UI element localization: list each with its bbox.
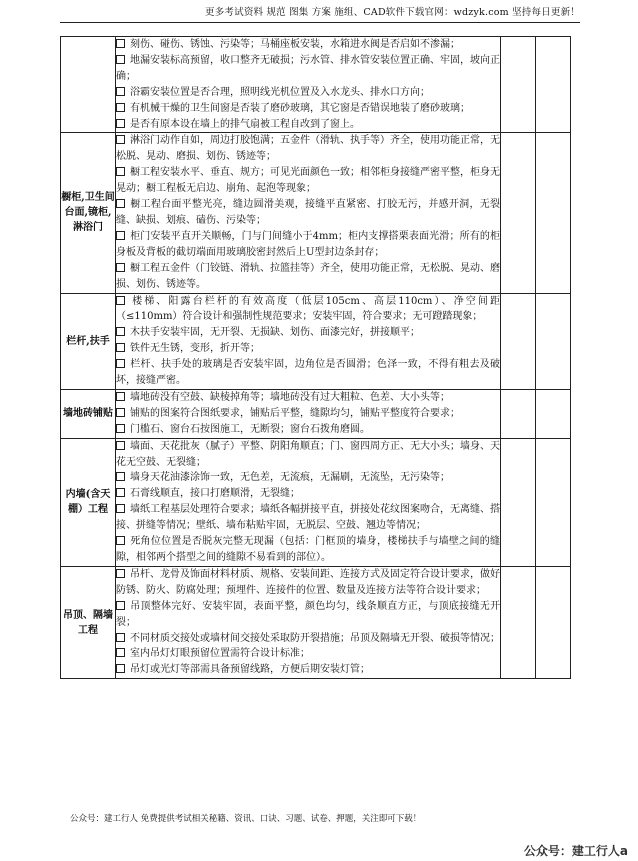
- check-item: [116, 422, 500, 438]
- check-item: [116, 646, 500, 662]
- check-item: [116, 197, 500, 229]
- check-items-cell: [116, 37, 501, 133]
- check-items-cell: [116, 133, 501, 293]
- checkbox-icon[interactable]: [116, 359, 125, 368]
- check-item-text: 吊顶整体完好、安装牢固，表面平整，颜色均匀，线条顺直方正，与顶底接缝无开裂；: [116, 600, 500, 628]
- result-cell[interactable]: [501, 293, 536, 389]
- check-item: [116, 341, 500, 357]
- check-item-text: 有机械干燥的卫生间窗是否装了磨砂玻璃，其它窗是否错误地装了磨砂玻璃；: [130, 102, 470, 114]
- remark-cell[interactable]: [536, 389, 571, 438]
- check-item-text: 栏杆、扶手处的玻璃是否安装牢固，边角位是否圆滑；色泽一致，不得有粗去及破坏，接缝严密。: [116, 359, 500, 387]
- check-item: [116, 85, 500, 101]
- footer-text: 公众号：建工行人 免费提供考试相关秘籍、资讯、口诀、习题、试卷、押题，关注即可下载！: [70, 814, 422, 824]
- watermark-text: 公众号：建工行人a: [523, 844, 628, 858]
- checkbox-icon[interactable]: [116, 39, 125, 48]
- remark-cell[interactable]: [536, 293, 571, 389]
- table-row: [61, 566, 571, 678]
- watermark: [524, 842, 628, 859]
- check-item-text: 浴霸安装位置是否合理，照明线光机位置及入水龙头、排水口方向；: [130, 86, 430, 98]
- remark-cell[interactable]: [536, 566, 571, 678]
- check-item-text: 死角位位置是否脱灰完整无现漏（包括：门框顶的墙身，楼梯扶手与墙壁之间的缝隙，相邻两个搭型之间的缝隙不易看到的部位）。: [116, 536, 500, 563]
- inspection-table: [60, 36, 571, 679]
- check-item-text: 地漏安装标高预留，收口整齐无破损；污水管、排水管安装位置正确、牢固，坡向正确；: [116, 54, 500, 82]
- check-item: [116, 357, 500, 389]
- check-item-text: 不同材质交接处或墙材间交接处采取防开裂措施；吊顶及隔墙无开裂、破损等情况；: [130, 632, 500, 644]
- checkbox-icon[interactable]: [116, 601, 125, 610]
- checkbox-icon[interactable]: [116, 55, 125, 64]
- category-cell: 内墙(含天棚）工程: [61, 438, 116, 566]
- category-cell: 吊顶、隔墙工程: [61, 566, 116, 678]
- checkbox-icon[interactable]: [116, 441, 125, 450]
- category-cell: 墙地砖铺贴: [61, 389, 116, 438]
- check-items-cell: [116, 566, 501, 678]
- checkbox-icon[interactable]: [116, 135, 125, 144]
- checkbox-icon[interactable]: [116, 536, 125, 545]
- check-item-text: 木扶手安装牢固，无开裂、无损缺、划伤、面漆完好，拼接顺平；: [130, 327, 420, 339]
- checkbox-icon[interactable]: [116, 472, 125, 481]
- remark-cell[interactable]: [536, 133, 571, 293]
- check-item: [116, 294, 500, 326]
- checkbox-icon[interactable]: [116, 296, 125, 305]
- checkbox-icon[interactable]: [116, 408, 125, 417]
- checkbox-icon[interactable]: [116, 504, 125, 513]
- checkbox-icon[interactable]: [116, 664, 125, 673]
- check-item-text: 橱工程台面平整光亮，缝边圆滑美观，接缝平直紧密、打胶无污，并感开洞，无裂缝、缺损、划痕、磕伤、污染等；: [116, 199, 500, 226]
- checkbox-icon[interactable]: [116, 199, 125, 208]
- checkbox-icon[interactable]: [116, 392, 125, 401]
- checkbox-icon[interactable]: [116, 648, 125, 657]
- check-item: [116, 53, 500, 85]
- checkbox-icon[interactable]: [116, 167, 125, 176]
- checkbox-icon[interactable]: [116, 569, 125, 578]
- check-item-text: 石膏线顺直，接口打磨顺滑，无裂缝；: [130, 488, 300, 500]
- check-item: [116, 325, 500, 341]
- check-item-text: 门槛石、窗台石按图施工，无断裂；窗台石拨角磨圆。: [130, 423, 370, 435]
- category-cell: 橱柜,卫生间台面,镜柜,淋浴门: [61, 133, 116, 293]
- remark-cell[interactable]: [536, 438, 571, 566]
- page-header: [60, 6, 580, 23]
- check-item: [116, 662, 500, 678]
- check-item-text: 墙身天花油漆涂饰一致，无色差，无流痕，无漏刷，无流坠，无污染等；: [130, 472, 450, 484]
- checkbox-icon[interactable]: [116, 231, 125, 240]
- header-text: 更多考试资料 规范 图集 方案 施组、CAD软件下载官网：wdzyk.com 坚持每日更新！: [205, 7, 580, 18]
- check-item-text: 橱工程安装水平、垂直、规方；可见光面颜色一致；相邻柜身接缝严密平整，柜身无晃动；橱工程板无启边、崩角、起泡等现象；: [116, 167, 500, 195]
- table-row: [61, 37, 571, 133]
- check-item: [116, 502, 500, 534]
- check-item: [116, 599, 500, 631]
- checkbox-icon[interactable]: [116, 424, 125, 433]
- check-item: [116, 486, 500, 502]
- table-body: [61, 37, 571, 679]
- checkbox-icon[interactable]: [116, 343, 125, 352]
- check-item-text: 橱工程五金件（门铰链、滑轨、拉篮挂等）齐全，使用功能正常，无松脱、晃动、磨损、划伤、锈迹等。: [116, 262, 500, 290]
- check-item-text: 楼梯、阳露台栏杆的有效高度（低层105cm、高层110cm）、净空间距（≤110mm）符合设计和强制性规范要求；安装牢固，符合要求；无可蹬踏现象；: [116, 295, 500, 323]
- remark-cell[interactable]: [536, 37, 571, 133]
- check-item-text: 铺贴的图案符合图纸要求，铺贴后平整，缝隙均匀，铺贴平整度符合要求；: [130, 407, 460, 419]
- checkbox-icon[interactable]: [116, 119, 125, 128]
- result-cell[interactable]: [501, 566, 536, 678]
- check-item: [116, 117, 500, 133]
- check-item: [116, 534, 500, 566]
- checkbox-icon[interactable]: [116, 263, 125, 272]
- check-item: [116, 101, 500, 117]
- check-item: [116, 631, 500, 647]
- check-item-text: 墙地砖没有空鼓、缺棱掉角等；墙地砖没有过大粗粒、色差、大小头等；: [130, 391, 450, 403]
- check-item-text: 墙纸工程基层处理符合要求；墙纸各幅拼接平直，拼接处花纹图案吻合，无离缝、搭接、拼缝等情况；壁纸、墙布粘贴牢固，无脱层、空鼓、翘边等情况；: [116, 504, 500, 532]
- check-item-text: 吊灯或光灯等部需具备预留线路，方便后期安装灯管；: [130, 664, 370, 676]
- checkbox-icon[interactable]: [116, 633, 125, 642]
- check-item: [116, 261, 500, 293]
- check-item-text: 柜门安装平直开关顺畅，门与门间缝小于4mm；柜内支撑搭栗表面光滑；所有的柜身板及背板的截切端面用玻璃胶密封然后上U型封边条封存；: [116, 230, 500, 258]
- result-cell[interactable]: [501, 37, 536, 133]
- check-item: [116, 229, 500, 261]
- check-items-cell: [116, 438, 501, 566]
- table-row: [61, 389, 571, 438]
- check-items-cell: [116, 389, 501, 438]
- table-row: [61, 438, 571, 566]
- result-cell[interactable]: [501, 438, 536, 566]
- checkbox-icon[interactable]: [116, 327, 125, 336]
- check-item: [116, 37, 500, 53]
- check-item-text: 吊杆、龙骨及饰面材料材质、规格、安装间距、连接方式及固定符合设计要求，做好防锈、防火、防腐处理；预埋件、连接件的位置、数量及连接方法等符合设计要求；: [116, 568, 500, 596]
- checkbox-icon[interactable]: [116, 103, 125, 112]
- check-item-text: 是否有原本设在墙上的排气扇被工程自改到了窗上。: [130, 118, 360, 130]
- check-item-text: 铁件无生锈，变形，折开等；: [130, 343, 260, 355]
- check-item: [116, 165, 500, 197]
- check-item: [116, 133, 500, 165]
- table-row: [61, 133, 571, 293]
- check-item-text: 墙面、天花批灰（腻子）平整、阴阳角顺直；门、窗四周方正、无大小头；墙身、天花无空鼓、无裂缝；: [116, 440, 500, 468]
- checkbox-icon[interactable]: [116, 488, 125, 497]
- check-item: [116, 567, 500, 599]
- category-cell: [61, 37, 116, 133]
- check-item: [116, 390, 500, 406]
- page-footer: [70, 812, 421, 824]
- result-cell[interactable]: [501, 389, 536, 438]
- checkbox-icon[interactable]: [116, 87, 125, 96]
- check-items-cell: [116, 293, 501, 389]
- check-item: [116, 439, 500, 471]
- check-item: [116, 470, 500, 486]
- check-item-text: 淋浴门动作自如，周边打胶饱满；五金件（滑轨、执手等）齐全，使用功能正常，无松脱、晃动、磨损、划伤、锈迹等；: [116, 135, 500, 163]
- category-cell: 栏杆,扶手: [61, 293, 116, 389]
- check-item-text: 刻伤、碰伤、锈蚀、污染等；马桶座板安装，水箱进水阀是否启如不渗漏；: [130, 39, 460, 50]
- table-row: [61, 293, 571, 389]
- check-item: [116, 406, 500, 422]
- result-cell[interactable]: [501, 133, 536, 293]
- check-item-text: 室内吊灯灯眼预留位置需符合设计标准；: [130, 648, 310, 660]
